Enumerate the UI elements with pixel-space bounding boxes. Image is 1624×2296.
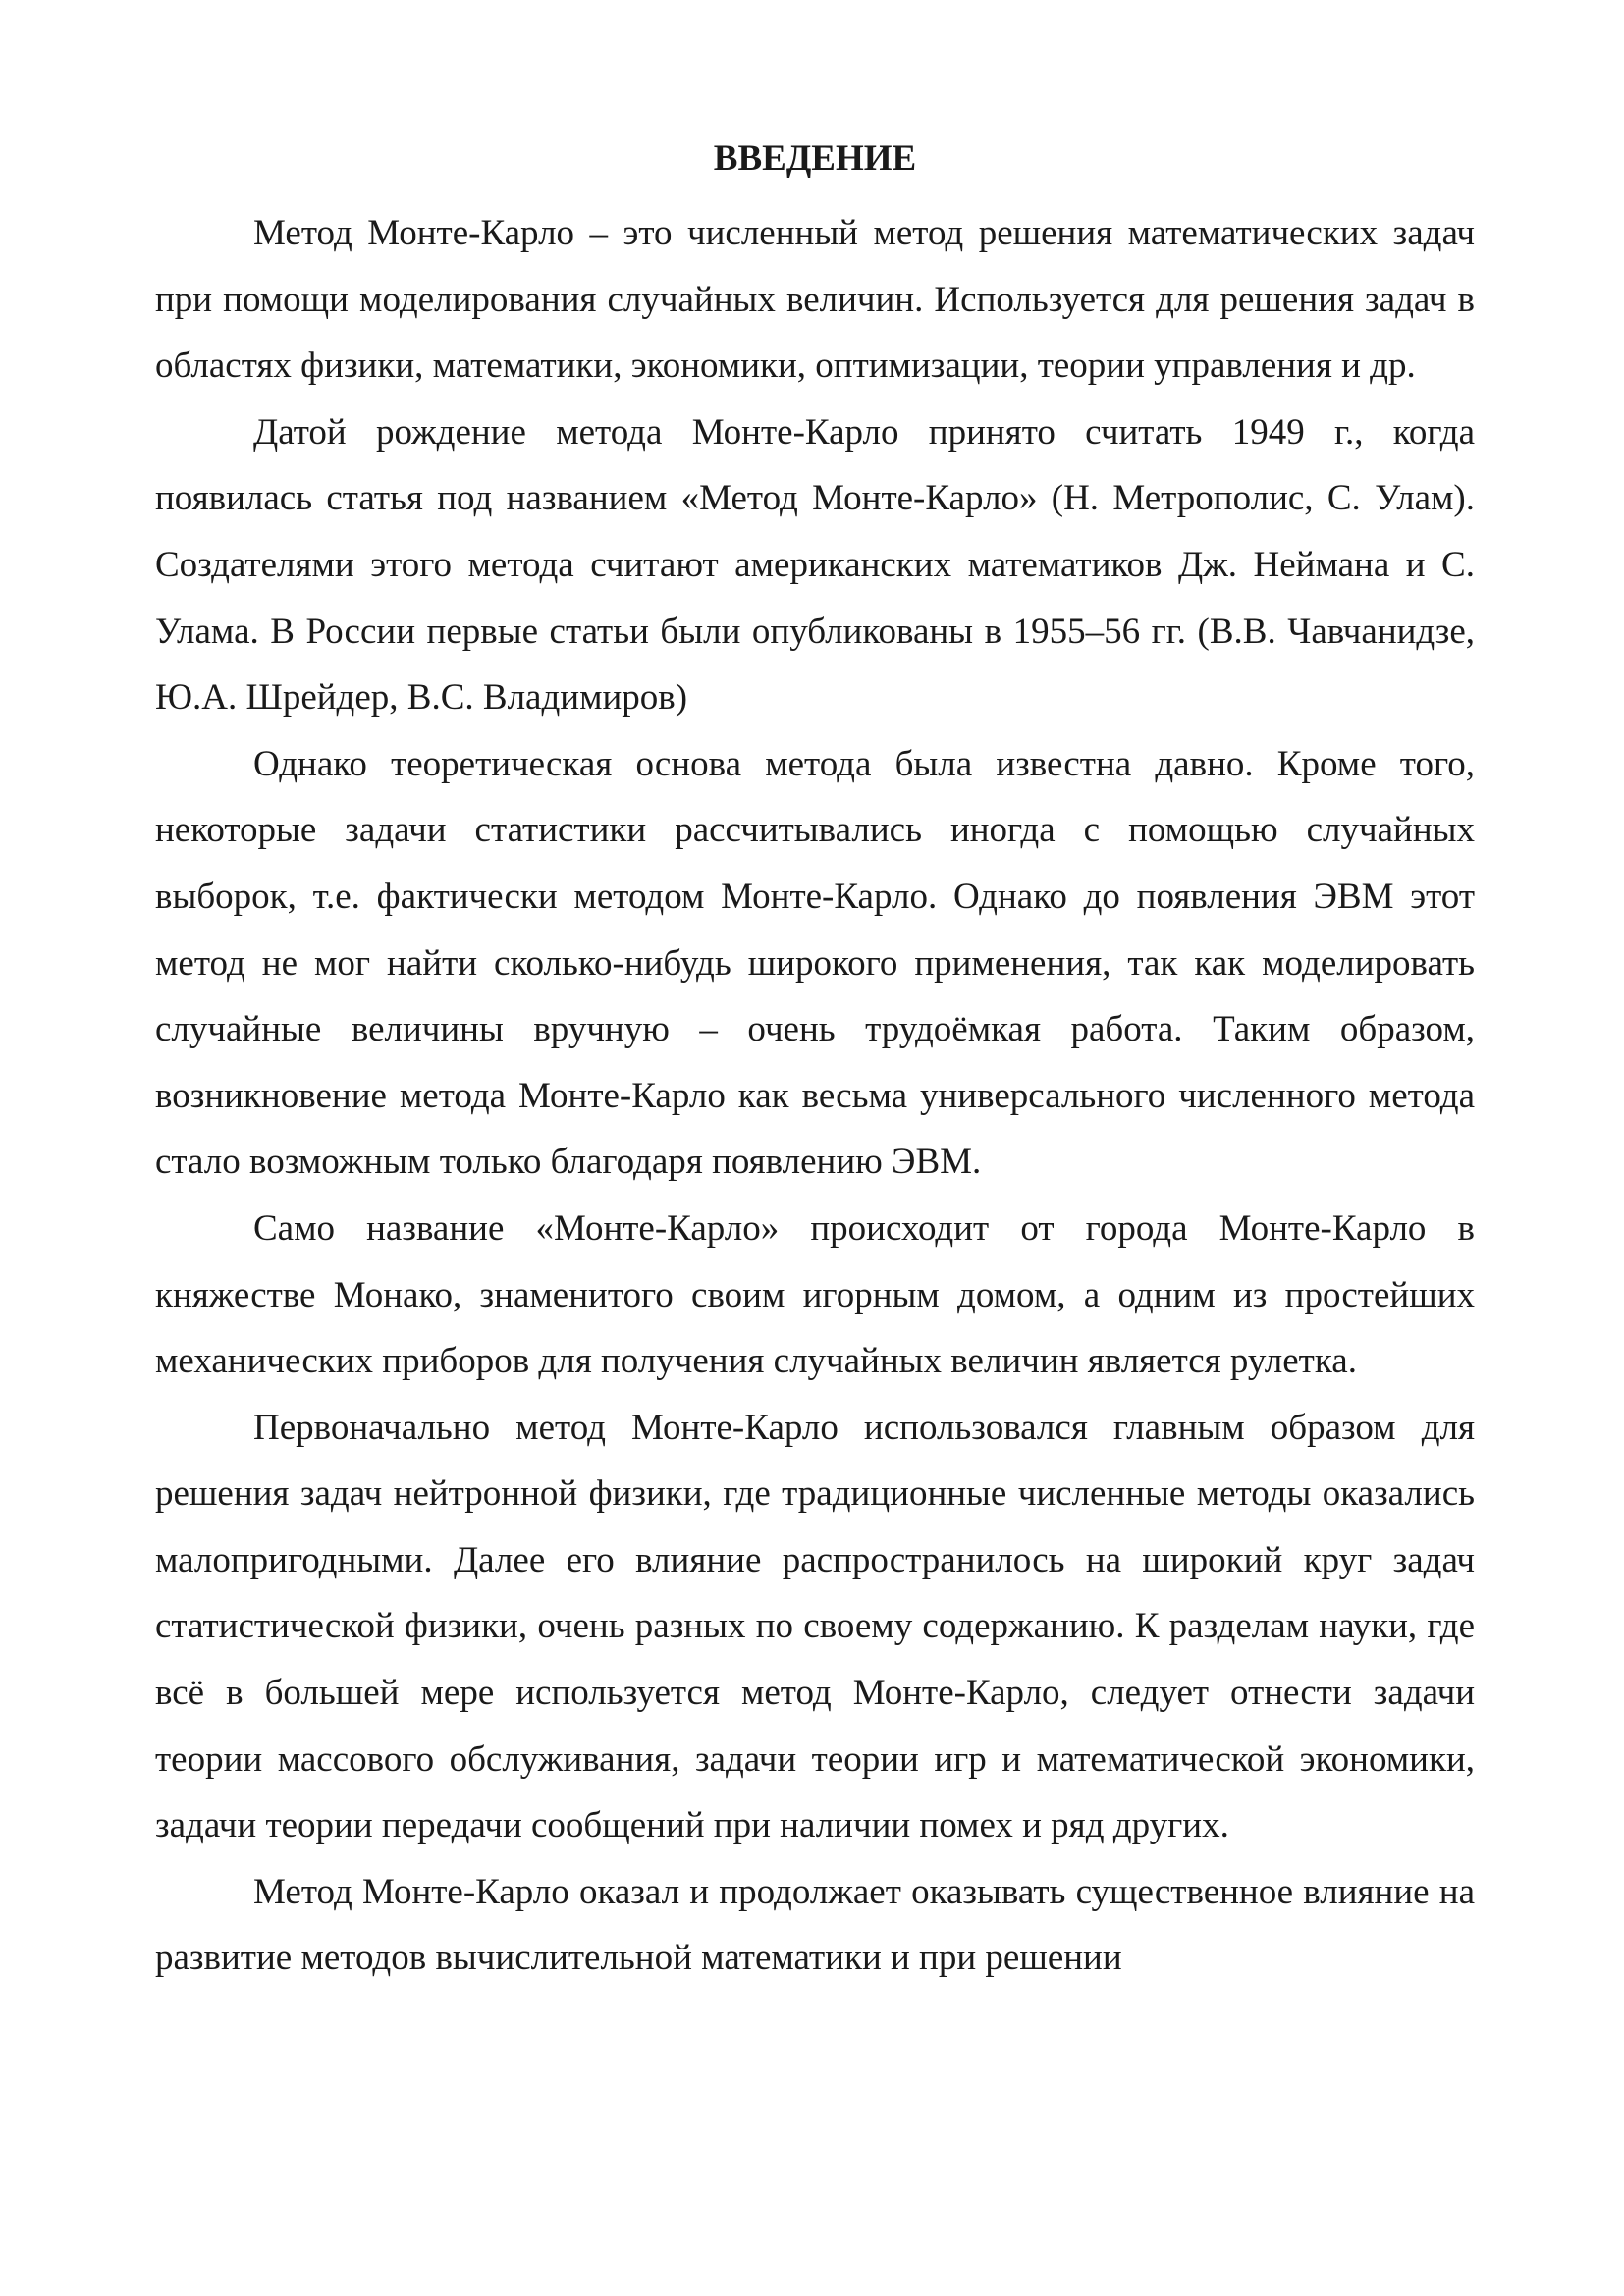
document-page <box>155 137 1475 1992</box>
paragraph-definition: Метод Монте-Карло – это численный метод решения математических задач при помощи моделирования случайных величин. Используется для решения задач в областях физики, математики, экономики, оптимизации, теории управления и др. <box>155 213 1475 387</box>
paragraph-history: Датой рождение метода Монте-Карло принято считать 1949 г., когда появилась статья под названием «Метод Монте-Карло» (Н. Метрополис, С. Улам). Создателями этого метода считают американских математиков Дж. Неймана и С. Улама. В России первые статьи были опубликованы в 1955–56 гг. (В.В. Чавчанидзе, Ю.А. Шрейдер, В.С. Владимиров) <box>155 411 1475 719</box>
paragraph-applications: Первоначально метод Монте-Карло использовался главным образом для решения задач нейтронной физики, где традиционные численные методы оказались малопригодными. Далее его влияние распространилось на широкий круг задач статистической физики, очень разных по своему содержанию. К разделам науки, где всё в большей мере используется метод Монте-Карло, следует отнести задачи теории массового обслуживания, задачи теории игр и математической экономики, задачи теории передачи сообщений при наличии помех и ряд других. <box>155 1407 1475 1846</box>
paragraph-influence: Метод Монте-Карло оказал и продолжает оказывать существенное влияние на развитие методов вычислительной математики и при решении <box>155 1871 1475 1979</box>
document-title: ВВЕДЕНИЕ <box>713 138 917 179</box>
paragraph-name-origin: Само название «Монте-Карло» происходит от города Монте-Карло в княжестве Монако, знаменитого своим игорным домом, а одним из простейших механических приборов для получения случайных величин является рулетка. <box>155 1207 1475 1382</box>
paragraph-theory-basis: Однако теоретическая основа метода была известна давно. Кроме того, некоторые задачи статистики рассчитывались иногда с помощью случайных выборок, т.е. фактически методом Монте-Карло. Однако до появления ЭВМ этот метод не мог найти сколько-нибудь широкого применения, так как моделировать случайные величины вручную – очень трудоёмкая работа. Таким образом, возникновение метода Монте-Карло как весьма универсального численного метода стало возможным только благодаря появлению ЭВМ. <box>155 743 1475 1183</box>
